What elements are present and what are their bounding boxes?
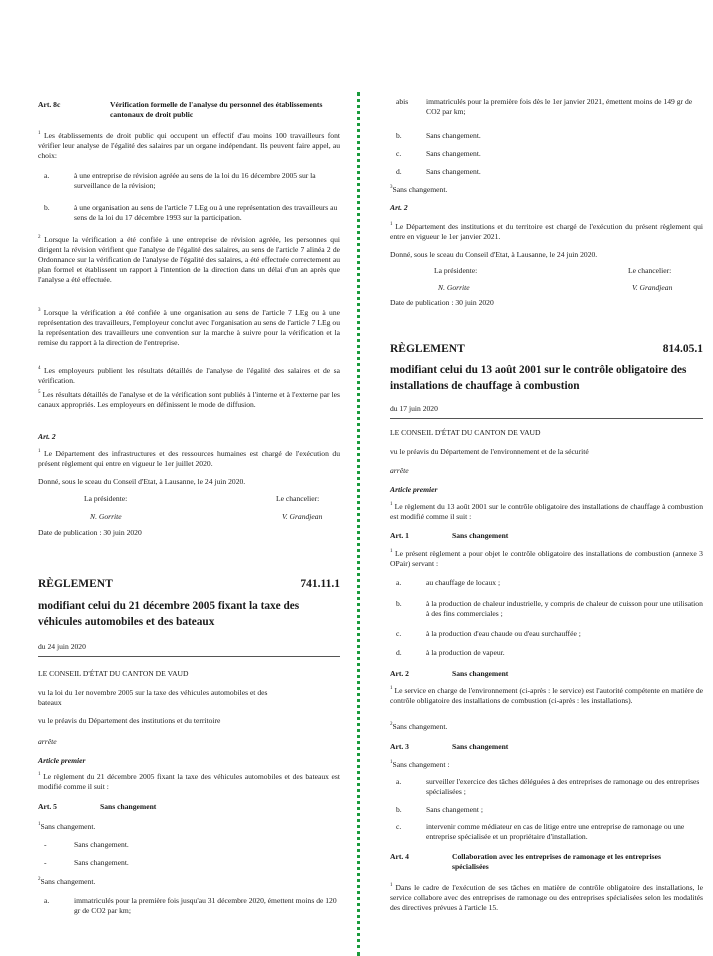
regulation-label: RÈGLEMENT: [390, 343, 465, 355]
signatures: [38, 494, 340, 504]
paragraph: $^4$ Les employeurs publient les résultats détaillés de l'analyse de l'égalité des salaires et de sa vérification.: [38, 366, 340, 386]
chancellor-name: V. Grandjean: [282, 512, 323, 521]
article-number: Art. 3: [390, 742, 409, 751]
council-heading: LE CONSEIL D'ÉTAT DU CANTON DE VAUD: [390, 428, 541, 437]
chancellor-label: Le chancelier:: [276, 494, 320, 503]
list-item: c. à la production d'eau chaude ou d'eau surchauffée ;: [396, 629, 581, 638]
article-premier: Article premier: [38, 756, 86, 765]
article-number: Art. 2: [38, 432, 56, 441]
paragraph: $^2$Sans changement.: [38, 877, 96, 886]
paragraph: $^5$ Les résultats détaillés de l'analyse et de la vérification sont publiés à l'interne et à l'externe par les canaux appropriés. Les employeurs en définissent le mode de diffusion.: [38, 390, 341, 410]
regulation-title: modifiant celui du 13 août 2001 sur le contrôle obligatoire des installations de chauffage à combustion: [390, 364, 687, 393]
list-item: - Sans changement.: [44, 840, 129, 849]
paragraph: $^1$ Le présent règlement a pour objet le contrôle obligatoire des installations de combustion (annexe 3 OPair) servant :: [390, 549, 703, 569]
list-item: b. à la production de chaleur industrielle, y compris de chaleur de cuisson pour une utilisation à des fins commerciales ;: [396, 599, 703, 619]
paragraph: $^1$ Le Département des institutions et du territoire est chargé de l'exécution du présent règlement qui entre en vigueur le 1er janvier 2021.: [390, 222, 703, 242]
article-2-heading: [390, 669, 703, 679]
signature-names: [390, 283, 703, 293]
article-premier: Article premier: [390, 485, 438, 494]
publication-date: Date de publication : 30 juin 2020: [38, 528, 142, 537]
article-1-heading: [390, 531, 703, 541]
considerant: vu le préavis du Département de l'environnement et de la sécurité: [390, 447, 589, 456]
regulation-header: [38, 577, 340, 592]
signature-line: Donné, sous le sceau du Conseil d'Etat, à Lausanne, le 24 juin 2020.: [38, 477, 246, 486]
regulation-title: modifiant celui du 21 décembre 2005 fixant la taxe des véhicules automobiles et des bateaux: [38, 600, 300, 629]
article-number: Art. 2: [390, 203, 408, 212]
regulation-date: du 17 juin 2020: [390, 404, 438, 413]
regulation-label: RÈGLEMENT: [38, 578, 113, 590]
paragraph: $^1$Sans changement :: [390, 760, 450, 769]
column-divider: [357, 92, 360, 956]
regulation-number: 741.11.1: [300, 578, 340, 590]
council-heading: LE CONSEIL D'ÉTAT DU CANTON DE VAUD: [38, 669, 189, 678]
list-item: c. Sans changement.: [396, 149, 481, 158]
arrete: arrête: [390, 466, 409, 475]
publication-date: Date de publication : 30 juin 2020: [390, 298, 494, 307]
regulation-date: du 24 juin 2020: [38, 642, 86, 651]
list-item: - Sans changement.: [44, 858, 129, 867]
article-4-heading: [390, 852, 703, 872]
list-item: c. intervenir comme médiateur en cas de litige entre une entreprise de ramonage ou une entreprise spécialisée et un propriétaire d'installation.: [396, 822, 685, 842]
list-item: a. surveiller l'exercice des tâches déléguées à des entreprises de ramonage ou des entreprises spécialisées ;: [396, 777, 700, 797]
paragraph: $^1$ Le règlement du 13 août 2001 sur le contrôle obligatoire des installations de chauffage à combustion est modifié comme il suit :: [390, 502, 703, 522]
article-number: Art. 2: [390, 669, 409, 678]
paragraph: $^3$Sans changement.: [390, 185, 448, 194]
separator-rule: [38, 656, 340, 657]
article-number: Art. 1: [390, 531, 409, 540]
paragraph: $^1$ Dans le cadre de l'exécution de ses tâches en matière de contrôle obligatoire des installations, le service collabore avec des entreprises de ramonage ou des entreprises spécialisées selon les modalités des directives prévues à l'article 15.: [390, 883, 703, 913]
regulation-number: 814.05.1: [662, 343, 703, 355]
article-title: Sans changement: [452, 531, 509, 540]
list-item: b. Sans changement.: [396, 131, 481, 140]
paragraph: $^2$Sans changement.: [390, 722, 448, 731]
president-name: N. Gorrite: [90, 512, 122, 521]
article-5-heading: [38, 802, 340, 812]
arrete: arrête: [38, 737, 57, 746]
signature-line: Donné, sous le sceau du Conseil d'Etat, à Lausanne, le 24 juin 2020.: [390, 250, 598, 259]
article-number: Art. 8c: [38, 100, 61, 109]
paragraph: $^1$ Le Département des infrastructures et des ressources humaines est chargé de l'exécution du présent règlement qui entre en vigueur le 1er juillet 2020.: [38, 449, 340, 469]
separator-rule: [390, 418, 703, 419]
list-item: b. Sans changement ;: [396, 805, 483, 814]
signature-names: [38, 512, 340, 522]
chancellor-name: V. Grandjean: [632, 283, 673, 292]
article-number: Art. 5: [38, 802, 57, 811]
list-item: d. à la production de vapeur.: [396, 648, 505, 657]
regulation-header: [390, 342, 703, 357]
list-item: a. au chauffage de locaux ;: [396, 578, 501, 587]
president-name: N. Gorrite: [438, 283, 470, 292]
article-8c-heading: [38, 100, 340, 120]
paragraph: $^1$ Les établissements de droit public qui occupent un effectif d'au moins 100 travailleurs font vérifier leur analyse de l'égalité des salaires par un organe indépendant. Ils peuvent faire appel, au choix:: [38, 131, 340, 161]
list-item: abis immatriculés pour la première fois dès le 1er janvier 2021, émettent moins de 149 gr de CO2 par km;: [396, 97, 693, 117]
considerant: vu la loi du 1er novembre 2005 sur la taxe des véhicules automobiles et des bateaux: [38, 688, 268, 708]
article-title: Sans changement: [452, 742, 509, 751]
paragraph: $^1$ Le service en charge de l'environnement (ci-après : le service) est l'autorité compétente en matière de contrôle obligatoire des installations de combustion (ci-après : les installations).: [390, 686, 703, 706]
paragraph: $^1$ Le règlement du 21 décembre 2005 fixant la taxe des véhicules automobiles et des bateaux est modifié comme il suit :: [38, 772, 340, 792]
paragraph: $^1$Sans changement.: [38, 822, 96, 831]
considerant: vu le préavis du Département des institutions et du territoire: [38, 716, 221, 725]
article-title: Sans changement: [452, 669, 509, 678]
signatures: [390, 266, 703, 276]
article-number: Art. 4: [390, 852, 409, 861]
list-item: a. à une entreprise de révision agréée au sens de la loi du 16 décembre 2005 sur la surveillance de la révision;: [44, 171, 316, 191]
article-title: Collaboration avec les entreprises de ramonage et les entreprises spécialisées: [452, 852, 661, 872]
paragraph: $^2$ Lorsque la vérification a été confiée à une entreprise de révision agréée, les personnes qui dirigent la révision vérifient que l'analyse de l'égalité des salaires, au sens de l'article 7 alinéa 2 de Ordonnance sur la vérification de l'analyse de l'égalité des salaires, a été effectuée correctement au plan formel et établissent un rapport à l'intention de la direction dans un délai d'un an après que l'analyse a été effectuée.: [38, 235, 341, 285]
article-title: Sans changement: [100, 802, 157, 811]
president-label: La présidente:: [434, 266, 478, 275]
article-3-heading: [390, 742, 703, 752]
paragraph: $^3$ Lorsque la vérification a été confiée à une organisation au sens de l'article 7 LEg ou à une représentation des travailleurs, l'employeur conclut avec l'organisation au sens de l'article 7 LEg ou la représentation des travailleurs une convention sur la marche à suivre pour la vérification et la remise du rapport à la direction de l'entreprise.: [38, 308, 340, 348]
article-title: Vérification formelle de l'analyse du personnel des établissements cantonaux de droit public: [110, 100, 323, 120]
list-item: d. Sans changement.: [396, 167, 481, 176]
list-item: b. à une organisation au sens de l'article 7 LEg ou à une représentation des travailleurs au sens de la loi du 17 décembre 1993 sur la participation.: [44, 203, 338, 223]
president-label: La présidente:: [84, 494, 128, 503]
list-item: a. immatriculés pour la première fois jusqu'au 31 décembre 2020, émettent moins de 120 gr de CO2 par km;: [44, 896, 337, 916]
chancellor-label: Le chancelier:: [628, 266, 672, 275]
